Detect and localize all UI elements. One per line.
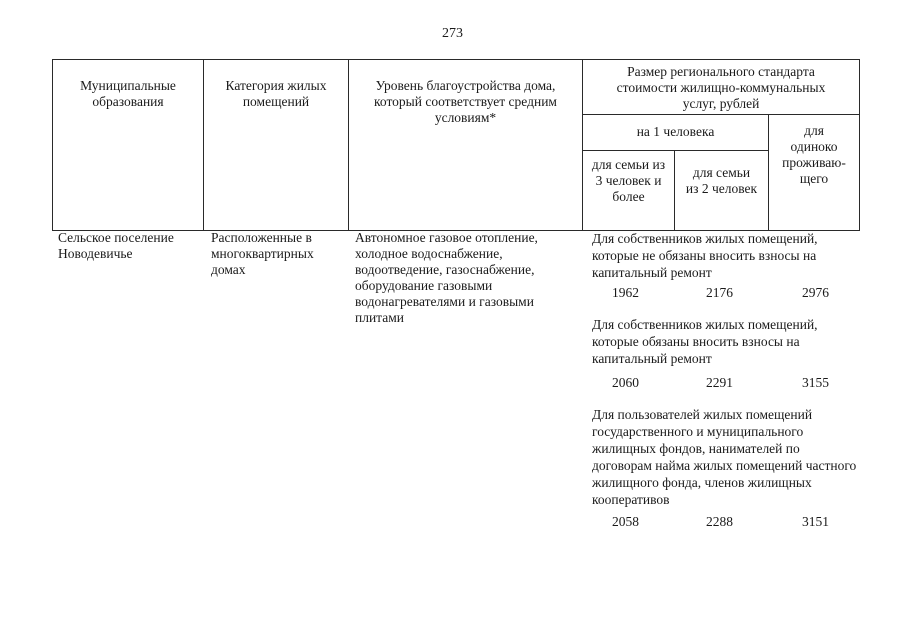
- header-family3-text: для семьи из 3 человек и более: [591, 157, 666, 204]
- values-row-1: [582, 285, 860, 301]
- value-family3: 1962: [612, 285, 639, 300]
- value-family2: 2176: [706, 285, 733, 300]
- header-family2-text: для семьи из 2 человек: [685, 165, 758, 196]
- header-municipality: [53, 60, 204, 231]
- header-family3: [583, 151, 675, 231]
- row-municipality: Сельское поселение Новодевичье: [58, 230, 174, 261]
- header-per-person-text: на 1 человека: [636, 124, 715, 139]
- value-family2: 2291: [706, 375, 733, 390]
- value-single: 2976: [802, 285, 829, 300]
- header-municipality-text: Муниципальные образования: [80, 78, 176, 109]
- header-level: [349, 60, 583, 231]
- group-label-2: Для собственников жилых помещений, которые обязаны вносить взносы на капитальный ремонт: [592, 317, 818, 366]
- page-number: 273: [442, 26, 463, 41]
- row-category: Расположенные в многоквартирных домах: [211, 230, 314, 277]
- header-single-text: для одиноко проживаю-щего: [782, 123, 846, 186]
- group-label-1: Для собственников жилых помещений, которые не обязаны вносить взносы на капитальный ремонт: [592, 231, 818, 280]
- values-row-3: [582, 514, 860, 530]
- header-category: [204, 60, 349, 231]
- header-family2: [675, 151, 769, 231]
- row-level: Автономное газовое отопление, холодное водоснабжение, водоотведение, газоснабжение, оборудование газовыми водонагревателями и газовыми плитами: [355, 230, 538, 325]
- value-single: 3155: [802, 375, 829, 390]
- value-family3: 2060: [612, 375, 639, 390]
- value-family2: 2288: [706, 514, 733, 529]
- header-level-text: Уровень благоустройства дома, который соответствует средним условиям*: [374, 78, 557, 125]
- header-single: [769, 115, 860, 231]
- header-standard-text: Размер регионального стандарта стоимости жилищно-коммунальных услуг, рублей: [616, 64, 826, 111]
- values-row-2: [582, 375, 860, 391]
- value-family3: 2058: [612, 514, 639, 529]
- header-table: [52, 59, 860, 231]
- value-single: 3151: [802, 514, 829, 529]
- header-standard: [583, 60, 860, 115]
- header-category-text: Категория жилых помещений: [225, 78, 327, 109]
- group-label-3: Для пользователей жилых помещений государственного и муниципального жилищных фондов, нанимателей по договорам найма жилых помещений частного жилищного фонда, членов жилищных кооперативов: [592, 407, 857, 507]
- header-per-person: [583, 115, 769, 151]
